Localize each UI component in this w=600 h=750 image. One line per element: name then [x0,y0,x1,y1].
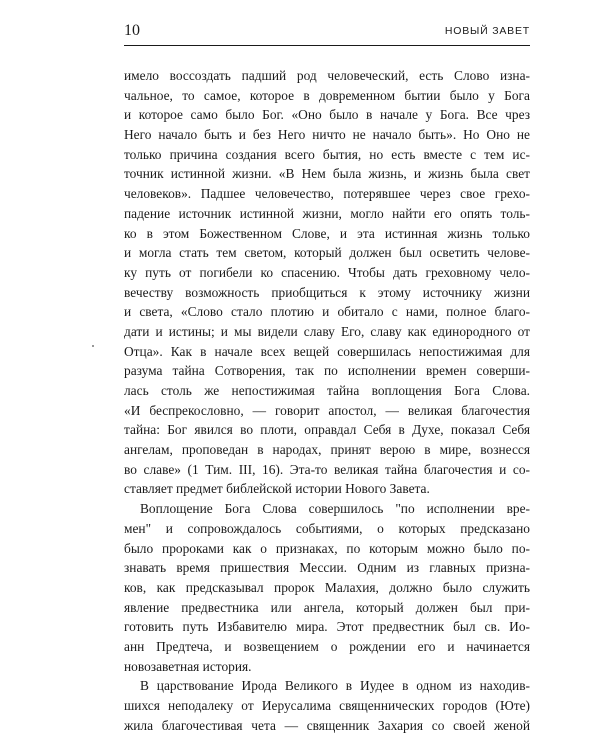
text-line: ков, как предсказывал пророк Малахия, должно было служить [124,579,530,595]
text-line: новозаветная история. [124,658,252,674]
text-line: во славе» (1 Тим. III, 16). Эта-то великая тайна благочестия и со- [124,461,530,477]
page-number: 10 [124,22,140,39]
body-text [124,66,530,735]
text-line: мен" и сопровождалось событиями, о которых предсказано [124,520,530,536]
text-line: «И беспрекословно, — говорит апостол, — великая благочестия [124,402,530,418]
text-line: разума тайна Сотворения, так по исполнении времен соверши- [124,363,530,379]
text-line: ко в этом Божественном Слове, и эта истинная жизнь только [124,225,530,241]
text-line: Воплощение Бога Слова совершилось "по исполнении вре- [140,501,530,517]
text-line: и света, «Слово стало плотию и обитало с нами, полное благо- [124,304,530,320]
running-title: НОВЫЙ ЗАВЕТ [444,25,530,37]
text-line: и которое само было Бог. «Оно было в начале у Бога. Все чрез [124,107,530,123]
text-line: ку путь от погибели ко спасению. Чтобы дать греховному чело- [124,264,530,280]
text-line: и могла стать тем светом, который должен был осветить челове- [124,245,530,261]
text-line: падение источник истинной жизни, могло найти его опять толь- [124,205,530,221]
text-line: жила благочестивая чета — священник Захария со своей женой [124,717,530,733]
text-line: точник истинной жизни. «В Нем была жизнь, и жизнь была свет [124,166,530,182]
text-line: человеков». Падшее человечество, потерявшее через свое грехо- [124,186,530,202]
text-line: вечеству возможность приобщиться к этому источнику жизни [124,284,530,300]
text-line: дати и истины; и мы видели славу Его, славу как единородного от [124,323,530,339]
text-line: тайна: Бог явился во плоти, оправдал Себя в Духе, показал Себя [124,422,530,438]
text-line: было пророками как о признаках, по которым можно было по- [124,540,530,556]
text-line: Него начало быть и без Него ничто не начало быть». Но Оно не [124,127,530,143]
text-line: знавать время пришествия Мессии. Одним из главных призна- [124,560,530,576]
text-line: явление предвестника или ангела, который должен был при- [124,599,530,615]
text-line: Отца». Как в начале всех вещей совершилась непостижимая для [124,343,530,359]
page-header [124,16,530,46]
text-line: ставляет предмет библейской истории Нового Завета. [124,481,430,497]
text-line: готовить путь Избавителю мира. Этот предвестник был св. Ио- [124,619,530,635]
text-line: лась столь же непостижимая тайна воплощения Бога Слова. [124,383,530,398]
text-line: ангелам, проповедан в народах, принят верою в мире, вознесся [124,442,530,458]
header-rule [124,45,530,46]
text-line: только причина создания всего бытия, но есть вместе с тем ис- [124,146,530,162]
text-line: шихся неподалеку от Иерусалима священнических городов (Юте) [124,698,530,713]
text-line: В царствование Ирода Великого в Иудее в одном из находив- [140,678,530,694]
scan-speck [92,345,94,347]
text-line: имело воссоздать падший род человеческий, есть Слово изна- [124,68,530,83]
text-line: анн Предтеча, и возвещением о рождении его и начинается [124,638,530,654]
text-line: чальное, то самое, которое в довременном бытии было у Бога [124,87,530,103]
